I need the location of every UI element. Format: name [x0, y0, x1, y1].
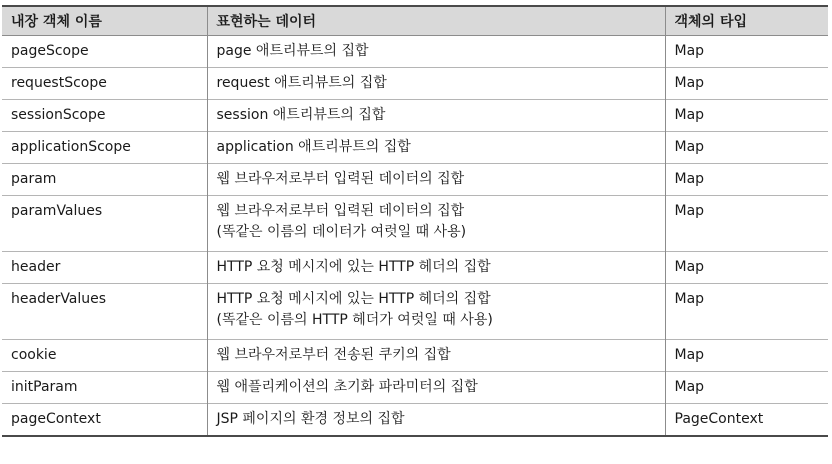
- desc-line-note: (똑같은 이름의 데이터가 여럿일 때 사용): [216, 224, 467, 240]
- object-desc-cell: [207, 404, 665, 437]
- object-type-cell: Map: [665, 132, 828, 164]
- object-type-cell: Map: [665, 340, 828, 372]
- table-header-row: [2, 6, 828, 36]
- desc-line: HTTP 요청 메시지에 있는 HTTP 헤더의 집합: [216, 259, 491, 275]
- table-row: [2, 100, 828, 132]
- object-desc-cell: [207, 372, 665, 404]
- object-desc-cell: [207, 164, 665, 196]
- object-desc-cell: [207, 340, 665, 372]
- header-object-type: 객체의 타입: [665, 6, 828, 36]
- object-name-cell: pageScope: [2, 36, 207, 68]
- object-name-cell: paramValues: [2, 196, 207, 252]
- desc-line: 웹 브라우저로부터 입력된 데이터의 집합: [216, 203, 465, 219]
- object-name-cell: header: [2, 252, 207, 284]
- desc-line: HTTP 요청 메시지에 있는 HTTP 헤더의 집합: [216, 291, 491, 307]
- table-row: [2, 164, 828, 196]
- object-type-cell: Map: [665, 164, 828, 196]
- object-type-cell: Map: [665, 252, 828, 284]
- object-type-cell: Map: [665, 196, 828, 252]
- object-desc-cell: [207, 132, 665, 164]
- object-type-cell: Map: [665, 284, 828, 340]
- desc-line: 웹 브라우저로부터 입력된 데이터의 집합: [216, 171, 465, 187]
- object-name-cell: sessionScope: [2, 100, 207, 132]
- desc-line: application 애트리뷰트의 집합: [216, 139, 411, 155]
- desc-line: 웹 애플리케이션의 초기화 파라미터의 집합: [216, 379, 478, 395]
- desc-line-note: (똑같은 이름의 HTTP 헤더가 여럿일 때 사용): [216, 312, 493, 328]
- implicit-objects-table: [2, 5, 828, 437]
- desc-line: page 애트리뷰트의 집합: [216, 43, 369, 59]
- object-type-cell: PageContext: [665, 404, 828, 437]
- desc-line: session 애트리뷰트의 집합: [216, 107, 386, 123]
- table-row: [2, 340, 828, 372]
- object-name-cell: applicationScope: [2, 132, 207, 164]
- object-name-cell: initParam: [2, 372, 207, 404]
- desc-line: 웹 브라우저로부터 전송된 쿠키의 집합: [216, 347, 451, 363]
- table-row: [2, 252, 828, 284]
- object-desc-cell: [207, 284, 665, 340]
- object-desc-cell: [207, 68, 665, 100]
- object-desc-cell: [207, 252, 665, 284]
- object-desc-cell: [207, 196, 665, 252]
- desc-line: request 애트리뷰트의 집합: [216, 75, 387, 91]
- object-type-cell: Map: [665, 100, 828, 132]
- table-row: [2, 196, 828, 252]
- object-type-cell: Map: [665, 68, 828, 100]
- object-name-cell: pageContext: [2, 404, 207, 437]
- object-desc-cell: [207, 100, 665, 132]
- header-represented-data: 표현하는 데이터: [207, 6, 665, 36]
- object-type-cell: Map: [665, 36, 828, 68]
- object-desc-cell: [207, 36, 665, 68]
- table-row: [2, 68, 828, 100]
- object-name-cell: cookie: [2, 340, 207, 372]
- header-object-name: 내장 객체 이름: [2, 6, 207, 36]
- object-name-cell: headerValues: [2, 284, 207, 340]
- table-row: [2, 404, 828, 437]
- table-row: [2, 132, 828, 164]
- table-row: [2, 372, 828, 404]
- table-row: [2, 284, 828, 340]
- object-type-cell: Map: [665, 372, 828, 404]
- object-name-cell: param: [2, 164, 207, 196]
- object-name-cell: requestScope: [2, 68, 207, 100]
- desc-line: JSP 페이지의 환경 정보의 집합: [216, 411, 405, 427]
- table-row: [2, 36, 828, 68]
